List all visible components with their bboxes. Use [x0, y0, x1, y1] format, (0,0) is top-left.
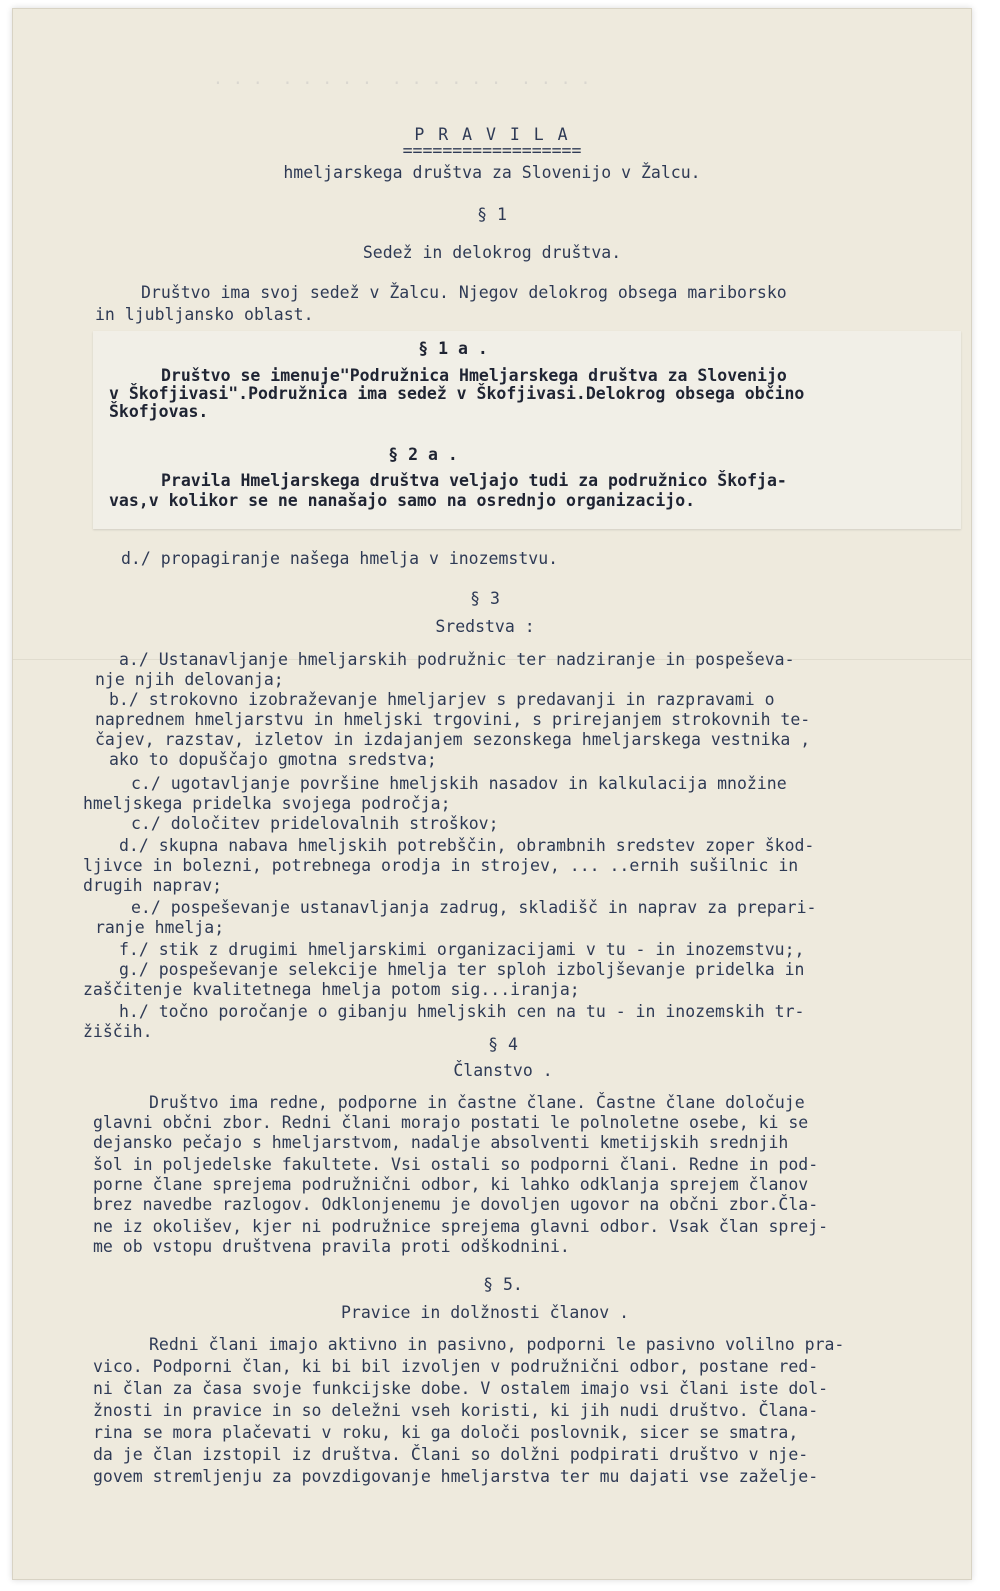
- document-title: P R A V I L A: [414, 125, 570, 144]
- section-3-line: hmeljskega pridelka svojega področja;: [83, 794, 451, 813]
- section-3-line: ako to dopuščajo gmotna sredstva;: [109, 750, 437, 769]
- section-4-line: brez navedbe razlogov. Odklonjenemu je dovoljen ugovor na občni zbor.Čla-: [93, 1195, 819, 1214]
- section-5-line: žnosti in pravice in so deležni vseh koristi, ki jih nudi društvo. Člana-: [93, 1401, 819, 1420]
- section-5-line: Redni člani imajo aktivno in pasivno, podporni le pasivno volilno pra-: [149, 1335, 845, 1354]
- section-3-line: d./ skupna nabava hmeljskih potrebščin, obrambnih sredstev zoper škod-: [119, 836, 815, 855]
- section-3-line: f./ stik z drugimi hmeljarskimi organizacijami v tu - in inozemstvu;,: [119, 940, 805, 959]
- section-3-line: e./ pospeševanje ustanavljanja zadrug, skladišč in naprav za prepari-: [131, 898, 817, 917]
- section-4-line: šol in poljedelske fakultete. Vsi ostali so podporni člani. Redne in pod-: [93, 1155, 819, 1174]
- section-5-line: vico. Podporni član, ki bi bil izvoljen v podružnični odbor, postane red-: [93, 1357, 819, 1376]
- section-4-line: porne člane sprejema podružnični odbor, ki lahko odklanja sprejem članov: [93, 1175, 809, 1194]
- section-3-line: naprednem hmeljarstvu in hmeljski trgovini, s prirejanjem strokovnih te-: [95, 710, 811, 729]
- section-1-line-1: Društvo ima svoj sedež v Žalcu. Njegov delokrog obsega mariborsko: [141, 283, 787, 302]
- section-1a-line-1: Društvo se imenuje"Podružnica Hmeljarskega društva za Slovenijo: [161, 366, 787, 385]
- section-3-line: čajev, razstav, izletov in izdajanjem sezonskega hmeljarskega vestnika ,: [95, 730, 811, 749]
- section-3-line: c./ ugotavljanje površine hmeljskih nasadov in kalkulacija množine: [131, 774, 787, 793]
- section-5-number: § 5.: [483, 1275, 523, 1294]
- section-3-title: Sredstva :: [435, 617, 535, 636]
- section-3-line: ranje hmelja;: [95, 918, 225, 937]
- section-1-line-2: in ljubljansko oblast.: [95, 305, 314, 324]
- section-5-line: rina se mora plačevati v roku, ki ga določi poslovnik, sicer se smatra,: [93, 1423, 799, 1442]
- section-5-line: govem stremljenju za povzdigovanje hmeljarstva ter mu dajati vse zaželje-: [93, 1467, 819, 1486]
- section-1-title: Sedež in delokrog društva.: [362, 243, 622, 262]
- section-3-line: b./ strokovno izobraževanje hmeljarjev s predavanji in razpravami o: [109, 690, 775, 709]
- section-4-line: ne iz okolišev, kjer ni podružnice sprejema glavni odbor. Vsak član sprej-: [93, 1217, 829, 1236]
- section-2a-number: § 2 a .: [388, 445, 458, 464]
- title-underline: ==================: [402, 141, 582, 160]
- section-2a-line-1: Pravila Hmeljarskega društva veljajo tudi za podružnico Škofja-: [161, 471, 787, 490]
- section-3-line: zaščitenje kvalitetnega hmelja potom sig...iranja;: [83, 980, 580, 999]
- section-4-line: me ob vstopu društvena pravila proti odškodnini.: [93, 1237, 570, 1256]
- show-through-text: . . . . . . . . . . . . . . . . . .: [213, 69, 591, 88]
- section-3-line: ljivce in bolezni, potrebnega orodja in strojev, ... ..ernih sušilnic in: [83, 856, 799, 875]
- section-3-line: g./ pospeševanje selekcije hmelja ter sploh izboljševanje pridelka in: [119, 960, 805, 979]
- section-4-number: § 4: [488, 1035, 518, 1054]
- section-3-line: c./ določitev pridelovalnih stroškov;: [131, 814, 499, 833]
- section-4-line: dejansko pečajo s hmeljarstvom, nadalje absolventi kmetijskih srednjih: [93, 1133, 789, 1152]
- section-3-line: nje njih delovanja;: [95, 670, 284, 689]
- section-5-line: ni član za časa svoje funkcijske dobe. V ostalem imajo vsi člani iste dol-: [93, 1379, 829, 1398]
- section-3-line: drugih naprav;: [83, 876, 223, 895]
- section-4-line: Društvo ima redne, podporne in častne člane. Častne člane določuje: [149, 1093, 805, 1112]
- section-3-line: h./ točno poročanje o gibanju hmeljskih cen na tu - in inozemskih tr-: [119, 1002, 805, 1021]
- section-3-line: žiščih.: [83, 1022, 153, 1041]
- section-2a-line-2: vas,v kolikor se ne nanašajo samo na osrednjo organizacijo.: [109, 491, 696, 510]
- section-4-title: Članstvo .: [453, 1061, 553, 1080]
- section-1-number: § 1: [477, 205, 507, 224]
- section-4-line: glavni občni zbor. Redni člani morajo postati le polnoletne osebe, ki se: [93, 1113, 809, 1132]
- document-subtitle: hmeljarskega društva za Slovenijo v Žalcu.: [283, 163, 701, 182]
- section-3-line: a./ Ustanavljanje hmeljarskih podružnic ter nadziranje in pospeševa-: [119, 650, 795, 669]
- item-d-propagation: d./ propagiranje našega hmelja v inozemstvu.: [121, 549, 559, 568]
- section-1a-line-2: v Škofjivasi".Podružnica ima sedež v Škofjivasi.Delokrog obsega občino: [109, 384, 805, 403]
- section-1a-number: § 1 a .: [418, 339, 488, 358]
- section-1a-line-3: Škofjovas.: [109, 402, 209, 421]
- section-3-number: § 3: [470, 589, 500, 608]
- document-page: [12, 8, 972, 1580]
- section-5-title: Pravice in dolžnosti članov .: [340, 1303, 630, 1322]
- section-5-line: da je član izstopil iz društva. Člani so dolžni podpirati društvo v nje-: [93, 1445, 809, 1464]
